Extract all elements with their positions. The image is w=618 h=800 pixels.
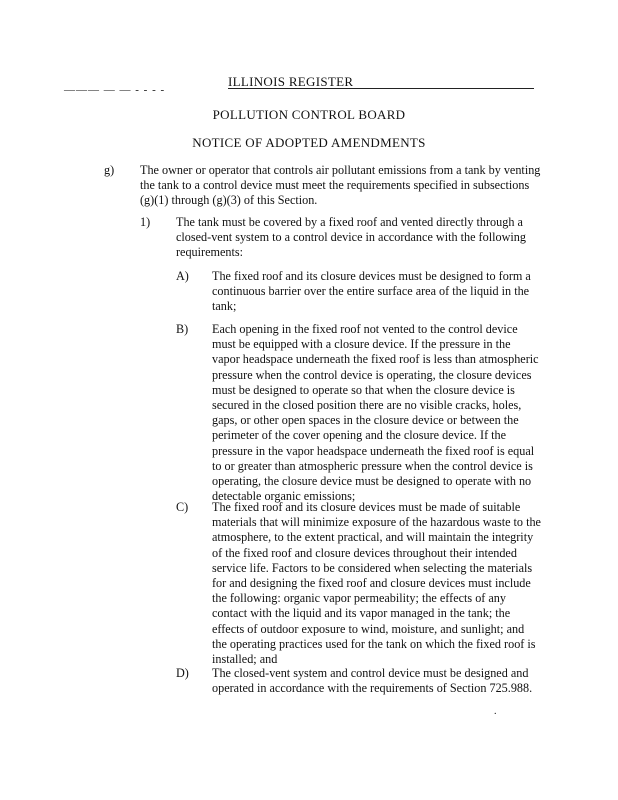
section-1-text xyxy=(176,215,526,261)
section-g-label: g) xyxy=(104,163,115,177)
text-line: service life. Factors to be considered when selecting the materials xyxy=(212,560,533,575)
text-line: to or greater than atmospheric pressure when the control device is xyxy=(212,458,533,473)
text-line: installed; and xyxy=(212,652,278,667)
text-line: the tank to a control device must meet the requirements specified in subsections xyxy=(140,178,530,193)
section-g-text xyxy=(140,163,540,209)
section-1-label: 1) xyxy=(140,215,151,229)
text-line: materials that will minimize exposure of the hazardous waste to the xyxy=(212,515,541,530)
text-line: gaps, or other open spaces in the closure device or between the xyxy=(212,413,519,428)
text-line: operating, the closure device must be designed to operate with no xyxy=(212,474,532,489)
section-d-label: D) xyxy=(176,666,189,680)
text-line: the operating practices used for the tank on which the fixed roof is xyxy=(212,636,536,651)
section-b-label: B) xyxy=(176,322,189,336)
text-line: contact with the liquid and its vapor managed in the tank; the xyxy=(212,606,511,621)
text-line: perimeter of the cover opening and the closure device. If the xyxy=(212,428,507,443)
section-a-text xyxy=(212,269,531,315)
text-line: for and designing the fixed roof and closure devices must include xyxy=(212,576,531,591)
text-line: The fixed roof and its closure devices must be made of suitable xyxy=(212,500,521,514)
text-line: pressure in the vapor headspace underneath the fixed roof is equal xyxy=(212,443,535,458)
footer-mark: . xyxy=(494,706,497,717)
text-line: tank; xyxy=(212,299,237,314)
text-line: pressure when the control device is operating, the closure devices xyxy=(212,367,532,382)
text-line: The closed-vent system and control device must be designed and xyxy=(212,666,529,680)
notice-title: NOTICE OF ADOPTED AMENDMENTS xyxy=(192,135,426,150)
text-line: detectable organic emissions; xyxy=(212,489,356,504)
text-line: atmosphere, to the extent practical, and will maintain the integrity xyxy=(212,530,534,545)
text-line: of the fixed roof and closure devices throughout their intended xyxy=(212,545,517,560)
text-line: the following: organic vapor permeability; the effects of any xyxy=(212,591,506,606)
text-line: secured in the closed position there are no visible cracks, holes, xyxy=(212,398,522,413)
section-a-label: A) xyxy=(176,269,189,283)
text-line: (g)(1) through (g)(3) of this Section. xyxy=(140,193,318,208)
header-dashes: ——— — — - - - - xyxy=(64,84,166,96)
text-line: The fixed roof and its closure devices must be designed to form a xyxy=(212,269,531,283)
board-title: POLLUTION CONTROL BOARD xyxy=(212,107,406,122)
text-line: must be designed to operate so that when the closure device is xyxy=(212,382,515,397)
text-line: must be equipped with a closure device. If the pressure in the xyxy=(212,337,511,352)
text-line: operated in accordance with the requirements of Section 725.988. xyxy=(212,681,533,696)
text-line: continuous barrier over the entire surface area of the liquid in the xyxy=(212,284,530,299)
text-line: The tank must be covered by a fixed roof and vented directly through a xyxy=(176,215,523,229)
section-d-text xyxy=(212,666,532,696)
text-line: closed-vent system to a control device in accordance with the following xyxy=(176,230,526,245)
register-title: ILLINOIS REGISTER xyxy=(228,74,354,89)
text-line: effects of outdoor exposure to wind, moisture, and sunlight; and xyxy=(212,621,525,636)
text-line: The owner or operator that controls air pollutant emissions from a tank by venting xyxy=(140,163,541,177)
section-c-text xyxy=(212,500,541,667)
text-line: vapor headspace underneath the fixed roof is less than atmospheric xyxy=(212,352,539,367)
section-b-text xyxy=(212,322,539,504)
text-line: Each opening in the fixed roof not vented to the control device xyxy=(212,322,518,336)
text-line: requirements: xyxy=(176,245,244,260)
section-c-label: C) xyxy=(176,500,189,514)
